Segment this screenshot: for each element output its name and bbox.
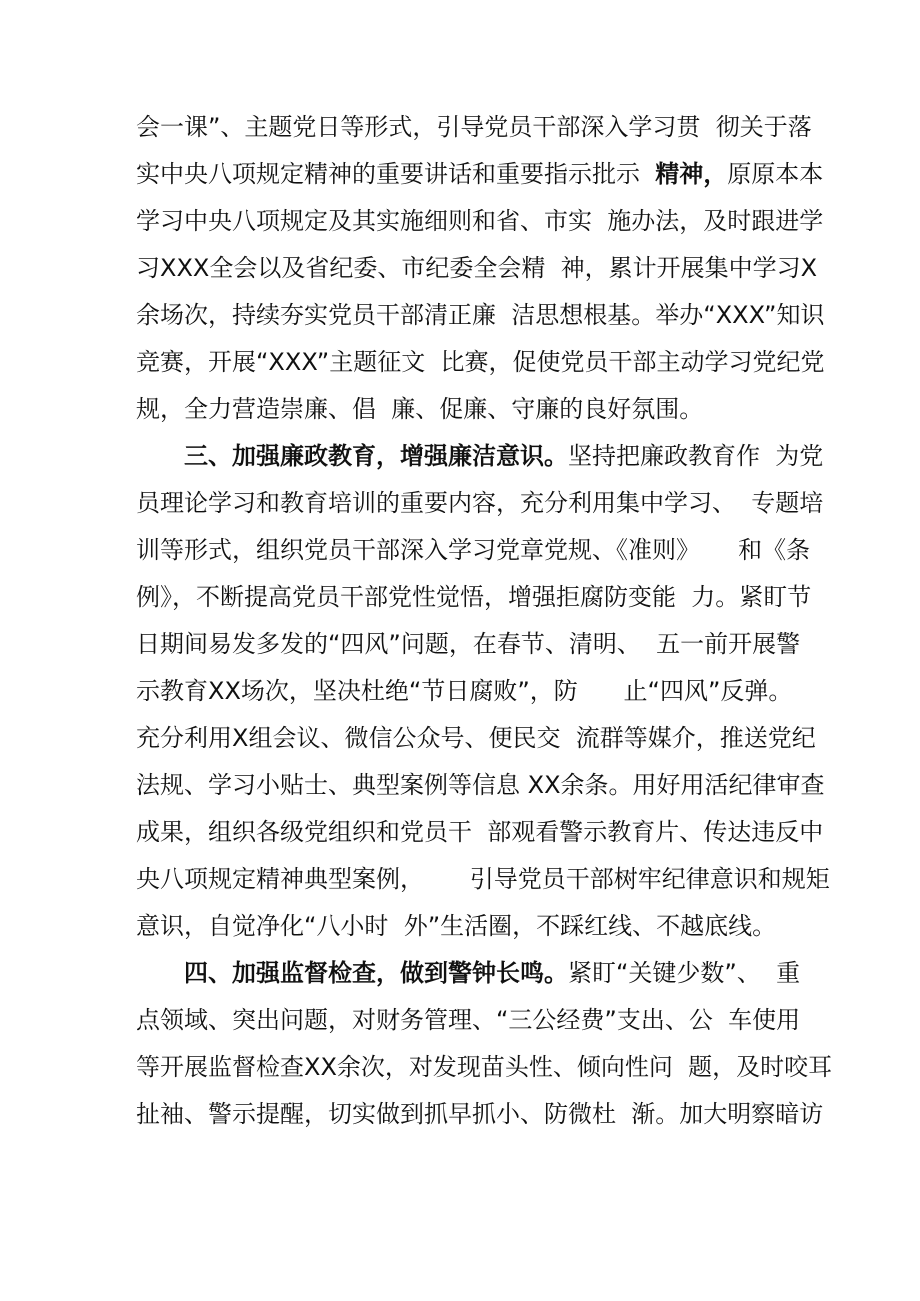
text-fragment: 实中央八项规定精神的重要讲话和重要指示批示 (136, 160, 656, 188)
text-line: 点领域、突出问题，对财务管理、“三公经费”支出、公 车使用 (136, 1006, 801, 1034)
text-line: 充分利用X组会议、微信公众号、便民交 流群等媒介，推送党纪 (136, 724, 816, 752)
text-line: 示教育XX场次，坚决杜绝“节日腐败”，防 止“四风”反弹。 (136, 677, 793, 705)
text-line: 意识，自觉净化“八小时 外”生活圈，不踩红线、不越底线。 (136, 912, 777, 940)
text-line: 央八项规定精神典型案例， 引导党员干部树牢纪律意识和规矩 (136, 865, 830, 893)
text-line: 规，全力营造崇廉、倡 廉、促廉、守廉的良好氛围。 (136, 395, 704, 423)
section-heading: 四、加强监督检查，做到警钟长鸣。 (184, 959, 568, 987)
section-heading: 三、加强廉政教育，增强廉洁意识。 (184, 442, 568, 470)
text-line: 等开展监督检查XX余次，对发现苗头性、倾向性问 题，及时咬耳 (136, 1053, 833, 1081)
paragraph-study (136, 104, 825, 433)
document-body (136, 104, 833, 1138)
text-line: 扯袖、警示提醒，切实做到抓早抓小、防微杜 渐。加大明察暗访 (136, 1100, 824, 1128)
text-fragment: 坚持把廉政教育作 为党 (568, 442, 824, 470)
text-line: 日期间易发多发的“四风”问题，在春节、清明、 五一前开展警 (136, 630, 801, 658)
paragraph-education (136, 433, 830, 950)
text-line: 习XXX全会以及省纪委、市纪委全会精 神，累计开展集中学习X (136, 254, 818, 282)
text-fragment: 原原本本 (727, 160, 824, 188)
text-line (136, 950, 801, 997)
text-line: 会一课”、主题党日等形式，引导党员干部深入学习贯 彻关于落 (136, 113, 812, 141)
text-line: 学习中央八项规定及其实施细则和省、市实 施办法，及时跟进学 (136, 207, 824, 235)
paragraph-supervision (136, 950, 833, 1138)
text-line: 余场次，持续夯实党员干部清正廉 洁思想根基。举办“XXX”知识 (136, 301, 825, 329)
text-line: 竞赛，开展“XXX”主题征文 比赛，促使党员干部主动学习党纪党 (136, 348, 825, 376)
text-line: 训等形式，组织党员干部深入学习党章党规、《准则》 和《条 (136, 536, 811, 564)
bold-text: 精神， (655, 160, 728, 188)
text-line (136, 433, 824, 480)
text-line: 例》，不断提高党员干部党性觉悟，增强拒腐防变能 力。紧盯节 (136, 583, 812, 611)
text-line (136, 151, 824, 198)
text-line: 成果，组织各级党组织和党员干 部观看警示教育片、传达违反中 (136, 818, 824, 846)
text-line: 法规、学习小贴士、典型案例等信息 XX余条。用好用活纪律审查 (136, 771, 825, 799)
text-fragment: 紧盯“关键少数”、 重 (568, 959, 801, 987)
text-line: 员理论学习和教育培训的重要内容，充分利用集中学习、 专题培 (136, 489, 824, 517)
